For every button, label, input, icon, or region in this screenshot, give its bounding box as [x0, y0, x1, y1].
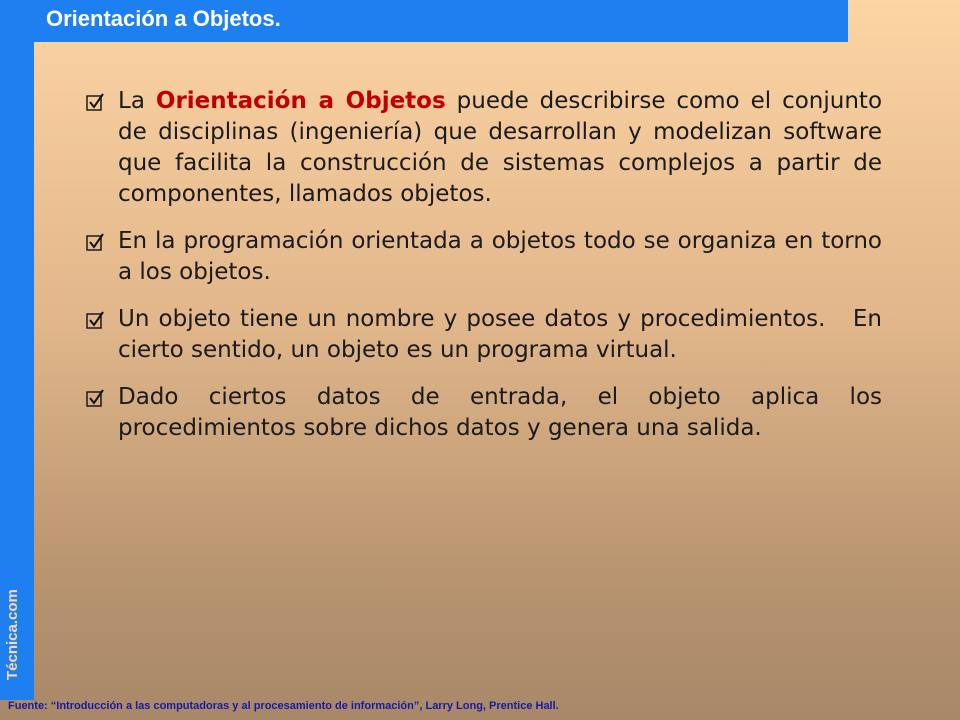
page-title: Orientación a Objetos. [46, 6, 281, 31]
title-bar [34, 0, 848, 42]
bullet-text-1 [118, 86, 882, 210]
checkbox-check-icon [86, 93, 104, 111]
bullet-1-prefix: La [118, 88, 145, 114]
bullet-item-4 [86, 382, 882, 444]
footer-source: Fuente: “Introducción a las computadoras y al procesamiento de información”, Larry Long, Prentice Hall. [8, 700, 559, 712]
checkbox-check-icon [86, 233, 104, 251]
side-brand-label: Técnica.com [4, 589, 21, 680]
bullet-1-rest: puede describirse como el conjunto de disciplinas (ingeniería) que desarrollan y modelizan software que facilita la construcción de sistemas complejos a partir de componentes, llamados objetos. [118, 88, 883, 207]
checkbox-check-icon [86, 389, 104, 407]
bullet-item-3 [86, 304, 890, 366]
bullet-text-2: En la programación orientada a objetos todo se organiza en torno a los objetos. [118, 228, 882, 285]
bullet-list [86, 86, 890, 460]
bullet-item-1 [86, 86, 882, 210]
checkbox-check-icon [86, 311, 104, 329]
bullet-text-4: Dado ciertos datos de entrada, el objeto aplica los procedimientos sobre dichos datos y genera una salida. [118, 384, 882, 441]
bullet-1-highlight: Orientación a Objetos [155, 88, 446, 114]
bullet-text-3: Un objeto tiene un nombre y posee datos y procedimientos. En cierto sentido, un objeto es un programa virtual. [118, 306, 890, 363]
bullet-item-2 [86, 226, 882, 288]
